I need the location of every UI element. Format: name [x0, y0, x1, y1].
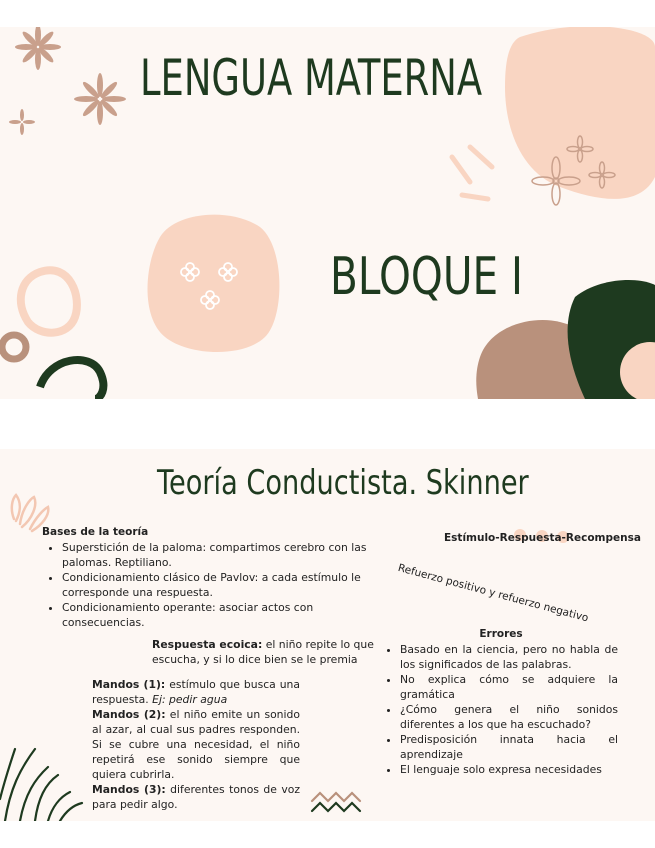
- brown-ring: [2, 335, 26, 359]
- zigzag-icon: [312, 793, 360, 811]
- mandos-label: Mandos (2):: [92, 708, 166, 721]
- ecoica-block: [152, 637, 382, 667]
- slide-title: Teoría Conductista. Skinner: [157, 463, 529, 503]
- cover-title: LENGUA MATERNA: [140, 49, 483, 107]
- bases-section: [42, 525, 382, 630]
- mandos-3: [92, 782, 300, 812]
- mandos-1: [92, 677, 300, 707]
- flower-icon: [74, 73, 126, 125]
- peach-blob-center: [148, 215, 280, 352]
- ecoica-label: Respuesta ecoica:: [152, 638, 263, 651]
- estimulo-heading: Estímulo-Respuesta-Recompensa: [444, 532, 641, 544]
- mandos-text: diferentes tonos de voz para pedir algo.: [92, 783, 300, 811]
- list-item: • Superstición de la paloma: compartimos cerebro con las palomas. Reptiliano.: [62, 540, 382, 570]
- list-item: • No explica cómo se adquiere la gramática: [400, 672, 618, 702]
- errores-section: [384, 627, 618, 777]
- list-item: • Condicionamiento clásico de Pavlov: a cada estímulo le corresponde una respuesta.: [62, 570, 382, 600]
- slide-cover: [0, 27, 655, 399]
- grass-icon: [0, 749, 82, 821]
- bases-heading: Bases de la teoría: [42, 526, 149, 538]
- list-item: • Basado en la ciencia, pero no habla de los significados de las palabras.: [400, 642, 618, 672]
- refuerzo-text: Refuerzo positivo y refuerzo negativo: [396, 561, 590, 625]
- mandos-text: estímulo que busca una respuesta.: [92, 678, 301, 706]
- list-item: • Predisposición innata hacia el aprendizaje: [400, 732, 618, 762]
- list-item: • El lenguaje solo expresa necesidades: [400, 762, 618, 777]
- mandos-block: [92, 677, 300, 812]
- cover-subtitle: BLOQUE I: [330, 247, 524, 307]
- errores-heading: Errores: [479, 628, 523, 640]
- peach-ring: [21, 270, 77, 332]
- mandos-label: Mandos (3):: [92, 783, 166, 796]
- list-item: • Condicionamiento operante: asociar actos con consecuencias.: [62, 600, 382, 630]
- mandos-label: Mandos (1):: [92, 678, 166, 691]
- green-ring: [40, 360, 103, 399]
- list-item: • ¿Cómo genera el niño sonidos diferentes a los que ha escuchado?: [400, 702, 618, 732]
- flower-icon: [9, 109, 35, 135]
- peach-blob-top-right: [505, 27, 655, 199]
- slide-skinner: [0, 449, 655, 821]
- mandos-example: Ej: pedir agua: [152, 693, 228, 706]
- mandos-2: [92, 707, 300, 782]
- flower-icon: [15, 27, 61, 70]
- errores-list: [384, 642, 618, 777]
- bases-list: [42, 540, 382, 630]
- mandos-text: el niño emite un sonido al azar, al cual sus padres responden. Si se cubre una necesidad, el niño repetirá ese sonido siempre que quiera cubrirla.: [92, 708, 300, 781]
- ecoica-text: el niño repite lo que escucha, y si lo dice bien se le premia: [152, 638, 374, 666]
